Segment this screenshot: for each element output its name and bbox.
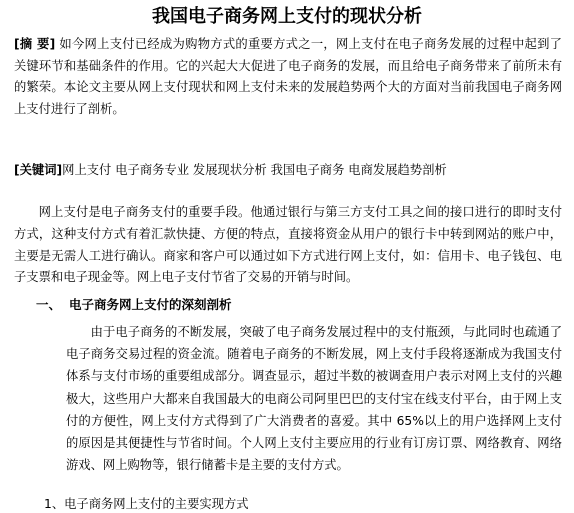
section-body-paragraph: 由于电子商务的不断发展，突破了电子商务发展过程中的支付瓶颈，与此同时也疏通了电子商务交易过程的资金流。随着电子商务的不断发展，网上支付手段将逐渐成为我国支付体系与支付市场的重要组成部分。调查显示，超过半数的被调查用户表示对网上支付的兴趣极大，这些用户大都来自我国最大的电商公司阿里巴巴的支付宝在线支付平台，由于网上支付的方便性，网上支付方式得到了广大消费者的喜爱。其中 65%以上的用户选择网上支付的原因是其便捷性与节省时间。个人网上支付主要应用的行业有订房订票、网络教育、网络游戏、网上购物等，银行储蓄卡是主要的支付方式。 — [66, 325, 562, 473]
abstract-paragraph — [14, 34, 562, 120]
abstract-text: 如今网上支付已经成为购物方式的重要方式之一，网上支付在电子商务发展的过程中起到了关键环节和基础条件的作用。它的兴起大大促进了电子商务的发展，而且给电子商务带来了前所未有的繁荣。本论文主要从网上支付现状和网上支付未来的发展趋势两个大的方面对当前我国电子商务网上支付进行了剖析。 — [14, 37, 562, 116]
keywords-line — [14, 160, 562, 182]
keywords-text: 网上支付 电子商务专业 发展现状分析 我国电子商务 电商发展趋势剖析 — [62, 163, 447, 177]
section-number: 一、 — [36, 297, 62, 312]
document-title: 我国电子商务网上支付的现状分析 — [152, 6, 422, 27]
section-heading-text: 电子商务网上支付的深刻剖析 — [69, 297, 232, 312]
keywords-label: [关键词] — [14, 163, 63, 177]
subsection-heading: 1、电子商务网上支付的主要实现方式 — [44, 497, 249, 511]
section-heading — [36, 294, 232, 315]
abstract-label: [摘 要] — [14, 37, 56, 51]
intro-paragraph: 网上支付是电子商务支付的重要手段。他通过银行与第三方支付工具之间的接口进行的即时支付方式，这种支付方式有着汇款快捷、方便的特点，直接将资金从用户的银行卡中转到网站的账户中，主要是无需人工进行确认。商家和客户可以通过如下方式进行网上支付，如：信用卡、电子钱包、电子支票和电子现金等。网上电子支付节省了交易的开销与时间。 — [14, 205, 562, 285]
